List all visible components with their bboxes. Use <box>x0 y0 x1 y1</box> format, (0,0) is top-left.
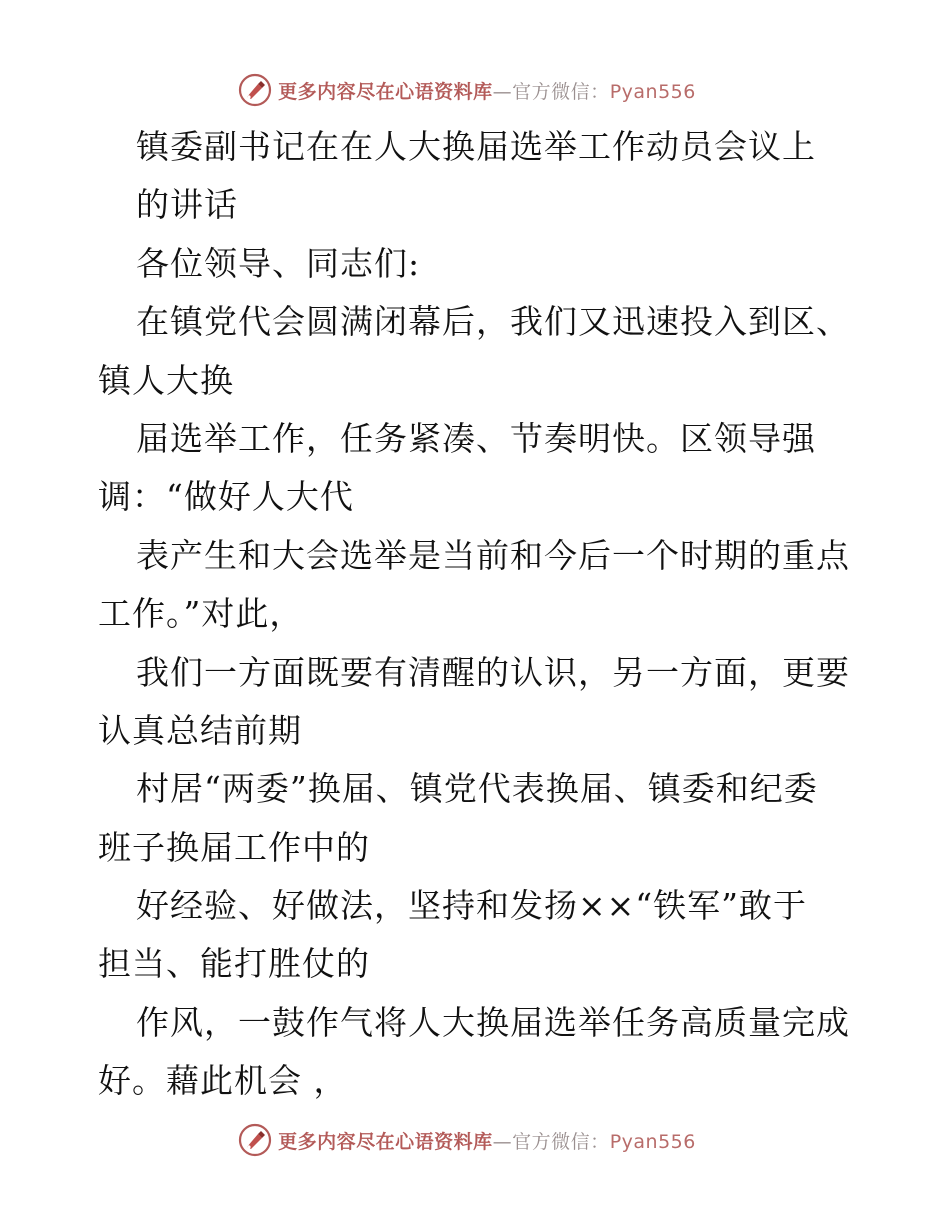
banner-content <box>238 73 696 107</box>
paragraph-line: 调：“做好人大代 <box>98 477 354 517</box>
document-body <box>98 118 858 1111</box>
banner-separator: — <box>492 80 513 103</box>
salutation-line: 各位领导、同志们: <box>136 243 421 283</box>
paragraph-line: 村居“两委”换届、镇党代表换届、镇委和纪委 <box>136 769 818 809</box>
banner-text <box>278 77 696 104</box>
banner-brand: 更多内容尽在心语资料库 <box>278 80 493 103</box>
banner-wechat-label: 官方微信： <box>512 1130 610 1153</box>
paragraph-line: 我们一方面既要有清醒的认识，另一方面，更要 <box>136 652 850 692</box>
banner-separator: — <box>492 1130 513 1153</box>
pen-nib-logo-icon <box>238 73 272 107</box>
paragraph-line: 届选举工作，任务紧凑、节奏明快。区领导强 <box>136 418 816 458</box>
pen-nib-logo-icon <box>238 1123 272 1157</box>
paragraph-line: 作风，一鼓作气将人大换届选举任务高质量完成 <box>136 1002 850 1042</box>
banner-brand: 更多内容尽在心语资料库 <box>278 1130 493 1153</box>
paragraph-line: 好经验、好做法，坚持和发扬××“铁军”敢于 <box>136 886 808 926</box>
document-title-line: 镇委副书记在在人大换届选举工作动员会议上 <box>136 127 816 166</box>
footer-banner <box>0 1120 950 1160</box>
paragraph-line: 班子换届工作中的 <box>98 827 370 867</box>
paragraph-line: 工作。”对此， <box>98 594 304 634</box>
banner-wechat-id: Pyan556 <box>609 80 696 103</box>
banner-wechat-id: Pyan556 <box>609 1130 696 1153</box>
banner-wechat-label: 官方微信： <box>512 80 610 103</box>
banner-content <box>238 1123 696 1157</box>
paragraph-line: 担当、能打胜仗的 <box>98 944 370 984</box>
paragraph-line: 好。藉此机会 ， <box>98 1061 348 1101</box>
header-banner <box>0 70 950 110</box>
paragraph-line: 认真总结前期 <box>98 710 302 750</box>
paragraph-line: 在镇党代会圆满闭幕后，我们又迅速投入到区、 <box>136 302 850 342</box>
paragraph-line: 表产生和大会选举是当前和今后一个时期的重点 <box>136 535 850 575</box>
paragraph-line: 镇人大换 <box>98 360 234 400</box>
document-title-line: 的讲话 <box>136 185 238 225</box>
banner-text <box>278 1127 696 1154</box>
